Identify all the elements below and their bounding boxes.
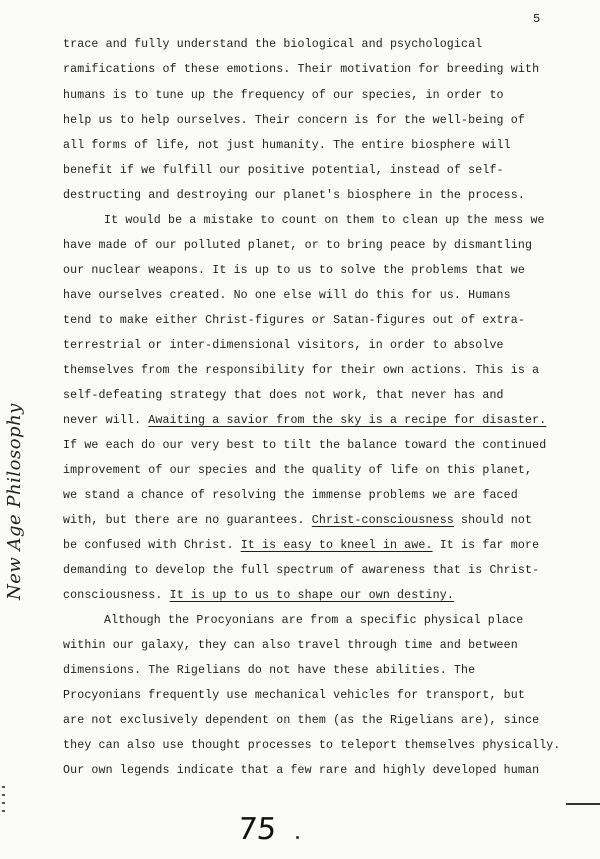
text-line: dimensions. The Rigelians do not have these abilities. The — [63, 664, 476, 677]
text-line: have made of our polluted planet, or to bring peace by dismantling — [63, 239, 533, 252]
text-line: humans is to tune up the frequency of our species, in order to — [63, 89, 504, 102]
text-line: If we each do our very best to tilt the balance toward the continued — [63, 439, 547, 452]
text-line: have ourselves created. No one else will do this for us. Humans — [63, 289, 511, 302]
text-line — [63, 589, 454, 603]
text-line — [63, 539, 539, 553]
text-line: terrestrial or inter-dimensional visitors, in order to absolve — [63, 339, 504, 352]
text-line: our nuclear weapons. It is up to us to solve the problems that we — [63, 264, 525, 277]
text-line: themselves from the responsibility for their own actions. This is a — [63, 364, 540, 377]
text-line: they can also use thought processes to teleport themselves physically. — [63, 739, 561, 752]
text-line: self-defeating strategy that does not work, that never has and — [63, 389, 504, 402]
underlined-phrase: It is easy to kneel in awe. — [240, 539, 433, 552]
text-line: trace and fully understand the biological and psychological — [63, 38, 483, 51]
text-line: all forms of life, not just humanity. The entire biosphere will — [63, 139, 511, 152]
text-fragment: consciousness. — [63, 589, 170, 602]
bottom-right-rule — [566, 803, 600, 805]
text-line: we stand a chance of resolving the immense problems we are faced — [63, 489, 518, 502]
handwritten-page-number: 75 — [236, 812, 279, 847]
underlined-phrase: Awaiting a savior from the sky is a recipe for disaster. — [148, 414, 547, 427]
text-line — [63, 414, 546, 428]
text-line: Although the Procyonians are from a specific physical place — [104, 614, 524, 627]
text-line: tend to make either Christ-figures or Satan-figures out of extra- — [63, 314, 525, 327]
text-line: It would be a mistake to count on them to clean up the mess we — [104, 214, 545, 227]
text-line: Procyonians frequently use mechanical vehicles for transport, but — [63, 689, 525, 702]
underlined-phrase: Christ-consciousness — [311, 514, 454, 527]
text-line: improvement of our species and the quality of life on this planet, — [63, 464, 533, 477]
handwritten-margin-note: New Age Philosophy — [4, 403, 25, 600]
text-line: are not exclusively dependent on them (as the Rigelians are), since — [63, 714, 540, 727]
text-fragment: should not — [453, 514, 533, 527]
text-line: benefit if we fulfill our positive potential, instead of self- — [63, 164, 504, 177]
text-line: Our own legends indicate that a few rare and highly developed human — [63, 764, 540, 777]
text-line: ramifications of these emotions. Their motivation for breeding with — [63, 63, 540, 76]
text-line: destructing and destroying our planet's biosphere in the process. — [63, 189, 525, 202]
text-line: demanding to develop the full spectrum of awareness that is Christ- — [63, 564, 540, 577]
ink-dot — [296, 836, 299, 839]
text-fragment: never will. — [63, 414, 149, 427]
underlined-phrase: It is up to us to shape our own destiny. — [169, 589, 454, 602]
text-fragment: with, but there are no guarantees. — [63, 514, 312, 527]
margin-tick-marks — [2, 786, 6, 818]
text-line: within our galaxy, they can also travel through time and between — [63, 639, 518, 652]
text-fragment: be confused with Christ. — [63, 539, 241, 552]
text-line: help us to help ourselves. Their concern is for the well-being of — [63, 114, 525, 127]
page-number: 5 — [533, 12, 541, 26]
text-fragment: It is far more — [432, 539, 540, 552]
text-line — [63, 514, 532, 528]
